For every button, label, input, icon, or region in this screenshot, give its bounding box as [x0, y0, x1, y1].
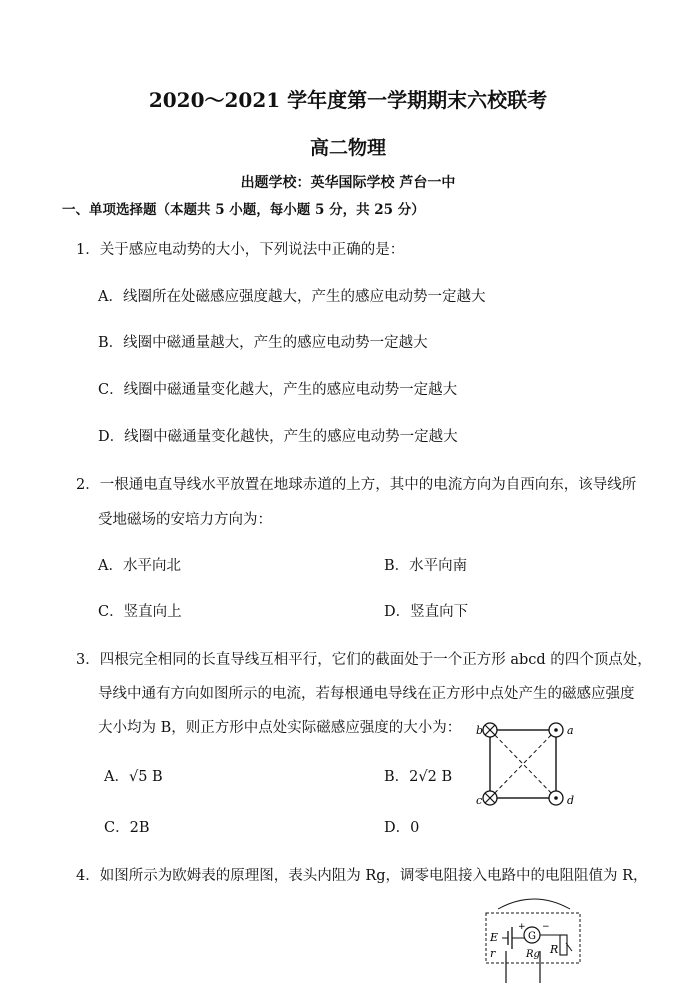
label-a: a	[567, 724, 574, 737]
exam-title: 2020～2021 学年度第一学期期末六校联考	[148, 88, 548, 112]
label-d: d	[567, 794, 575, 807]
rheostat-icon	[560, 935, 567, 955]
label-Rg: Rg	[526, 949, 540, 960]
wire-a-dot-icon	[549, 723, 563, 737]
q3-stem-line1: 3．四根完全相同的长直导线互相平行，它们的截面处于一个正方形 abcd 的四个顶点处，	[76, 652, 652, 668]
label-b: b	[476, 724, 484, 737]
q2-option-c: C．竖直向上	[98, 604, 182, 620]
wire-b-cross-icon	[483, 723, 497, 737]
q3-option-d: D．0	[384, 820, 420, 836]
q3-option-a: A．√5 B	[104, 769, 163, 785]
q1-option-d: D．线圈中磁通量变化越快，产生的感应电动势一定越大	[98, 429, 458, 445]
q1-option-a: A．线圈所在处磁感应强度越大，产生的感应电动势一定越大	[98, 289, 486, 305]
q3-option-c: C．2B	[104, 820, 150, 836]
q2-stem-line1: 2．一根通电直导线水平放置在地球赤道的上方，其中的电流方向为自西向东，该导线所	[76, 477, 637, 493]
section-heading: 一、单项选择题（本题共 5 小题，每小题 5 分，共 25 分）	[62, 202, 425, 218]
q4-stem: 4．如图所示为欧姆表的原理图，表头内阻为 Rg，调零电阻接入电路中的电阻阻值为 R，	[76, 868, 648, 884]
label-G: G	[528, 931, 536, 942]
exam-school: 出题学校：英华国际学校 芦台一中	[240, 175, 456, 191]
q1-option-b: B．线圈中磁通量越大，产生的感应电动势一定越大	[98, 335, 428, 351]
q3-square-figure	[470, 716, 580, 812]
label-plus: +	[518, 922, 526, 932]
q2-option-b: B．水平向南	[384, 558, 468, 574]
q1-stem: 1．关于感应电动势的大小，下列说法中正确的是：	[76, 242, 405, 258]
wire-d-dot-icon	[549, 791, 563, 805]
label-c: c	[476, 794, 483, 807]
q2-stem-line2: 受地磁场的安培力方向为：	[98, 512, 272, 528]
label-R: R	[550, 943, 559, 956]
q2-option-a: A．水平向北	[98, 558, 181, 574]
exam-subject: 高二物理	[309, 137, 386, 159]
q3-stem-line3: 大小均为 B，则正方形中点处实际磁感应强度的大小为：	[98, 720, 462, 736]
q3-stem-line2: 导线中通有方向如图所示的电流，若每根通电导线在正方形中点处产生的磁感应强度	[98, 686, 635, 702]
label-r: r	[490, 947, 496, 960]
q4-ohmmeter-figure	[478, 893, 590, 983]
wire-c-cross-icon	[483, 791, 497, 805]
label-E: E	[490, 931, 499, 944]
q2-option-d: D．竖直向下	[384, 604, 469, 620]
q1-option-c: C．线圈中磁通量变化越大，产生的感应电动势一定越大	[98, 382, 458, 398]
label-minus: −	[542, 922, 550, 932]
q3-option-b: B．2√2 B	[384, 769, 453, 785]
